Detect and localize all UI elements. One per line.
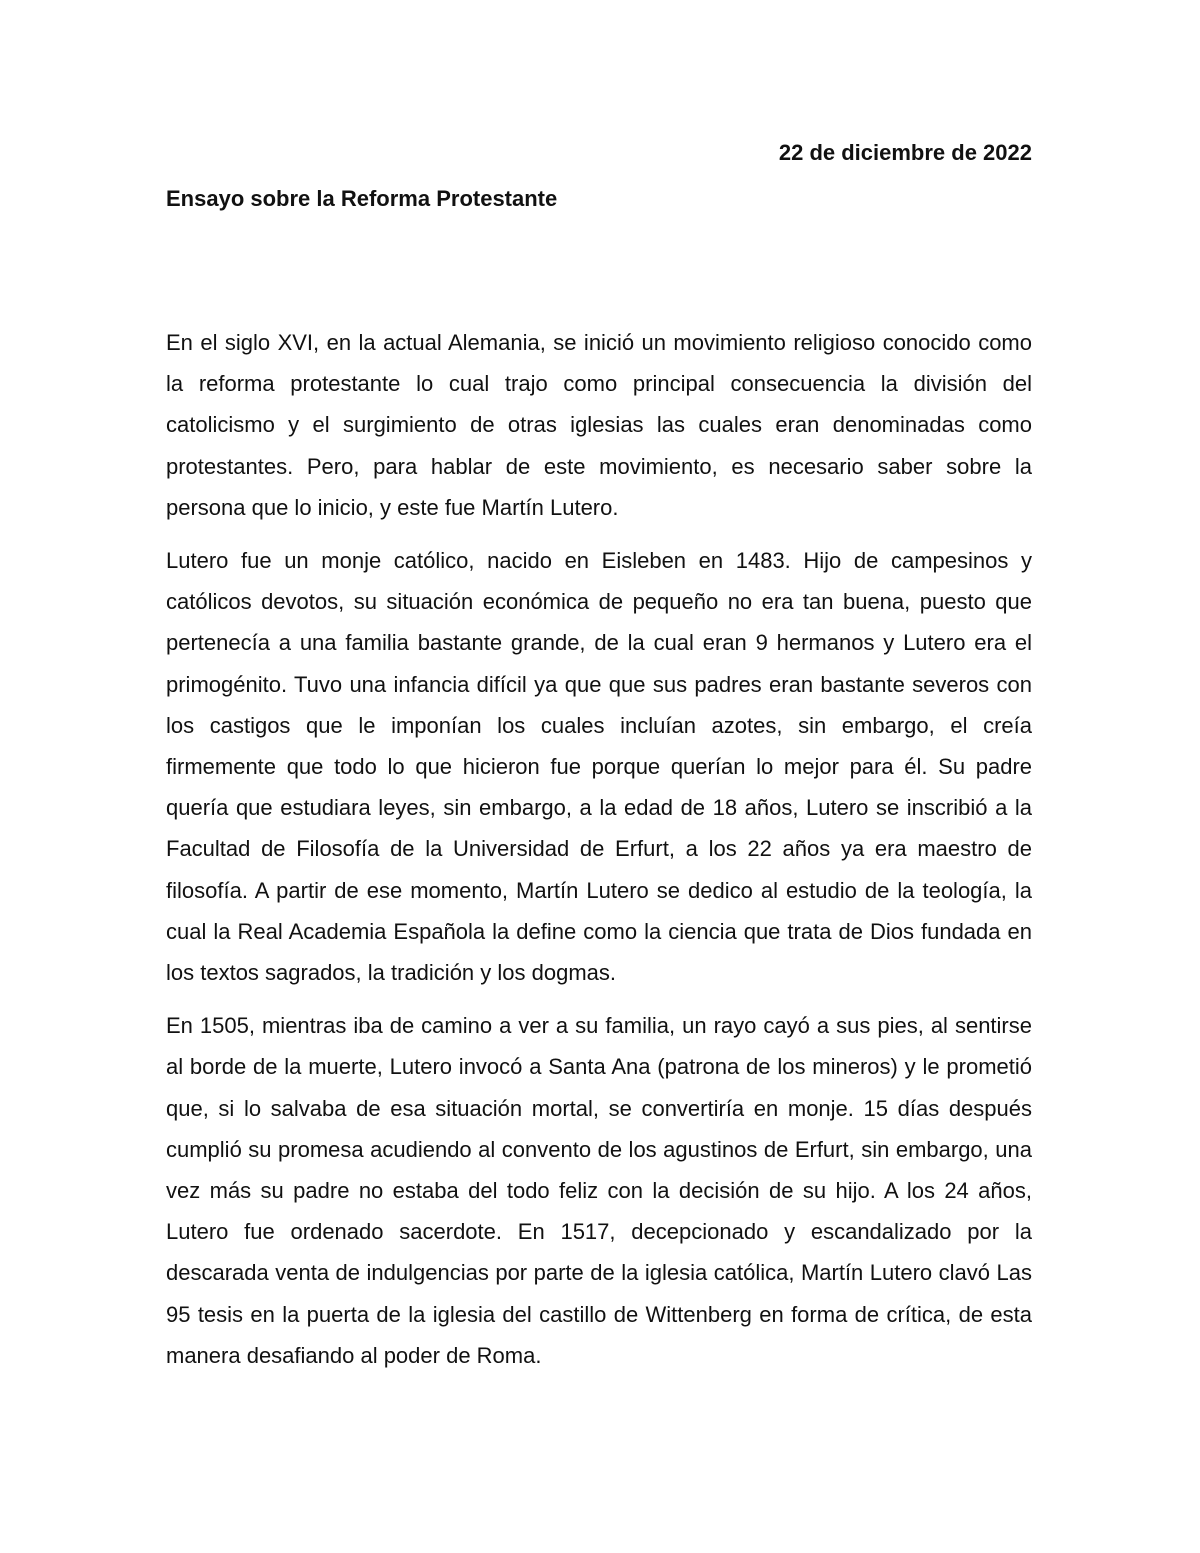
- document-title: Ensayo sobre la Reforma Protestante: [166, 186, 558, 211]
- document-date: 22 de diciembre de 2022: [778, 140, 1032, 165]
- paragraph-1505: En 1505, mientras iba de camino a ver a su familia, un rayo cayó a sus pies, al sentirse al borde de la muerte, Lutero invocó a Santa Ana (patrona de los mineros) y le prometió que, si lo salvaba de esa situación mortal, se convertiría en monje. 15 días después cumplió su promesa acudiendo al convento de los agustinos de Erfurt, sin embargo, una vez más su padre no estaba del todo feliz con la decisión de su hijo. A los 24 años, Lutero fue ordenado sacerdote. En 1517, decepcionado y escandalizado por la descarada venta de indulgencias por parte de la iglesia católica, Martín Lutero clavó Las 95 tesis en la puerta de la iglesia del castillo de Wittenberg en forma de crítica, de esta manera desafiando al poder de Roma.: [166, 1013, 1032, 1368]
- paragraph-biography: Lutero fue un monje católico, nacido en Eisleben en 1483. Hijo de campesinos y católicos devotos, su situación económica de pequeño no era tan buena, puesto que pertenecía a una familia bastante grande, de la cual eran 9 hermanos y Lutero era el primogénito. Tuvo una infancia difícil ya que que sus padres eran bastante severos con los castigos que le imponían los cuales incluían azotes, sin embargo, el creía firmemente que todo lo que hicieron fue porque querían lo mejor para él. Su padre quería que estudiara leyes, sin embargo, a la edad de 18 años, Lutero se inscribió a la Facultad de Filosofía de la Universidad de Erfurt, a los 22 años ya era maestro de filosofía. A partir de ese momento, Martín Lutero se dedico al estudio de la teología, la cual la Real Academia Española la define como la ciencia que trata de Dios fundada en los textos sagrados, la tradición y los dogmas.: [166, 548, 1032, 986]
- paragraph-intro: En el siglo XVI, en la actual Alemania, se inició un movimiento religioso conocido como la reforma protestante lo cual trajo como principal consecuencia la división del catolicismo y el surgimiento de otras iglesias las cuales eran denominadas como protestantes. Pero, para hablar de este movimiento, es necesario saber sobre la persona que lo inicio, y este fue Martín Lutero.: [166, 330, 1032, 520]
- document-content: [166, 135, 1032, 1388]
- document-body: [166, 322, 1032, 1376]
